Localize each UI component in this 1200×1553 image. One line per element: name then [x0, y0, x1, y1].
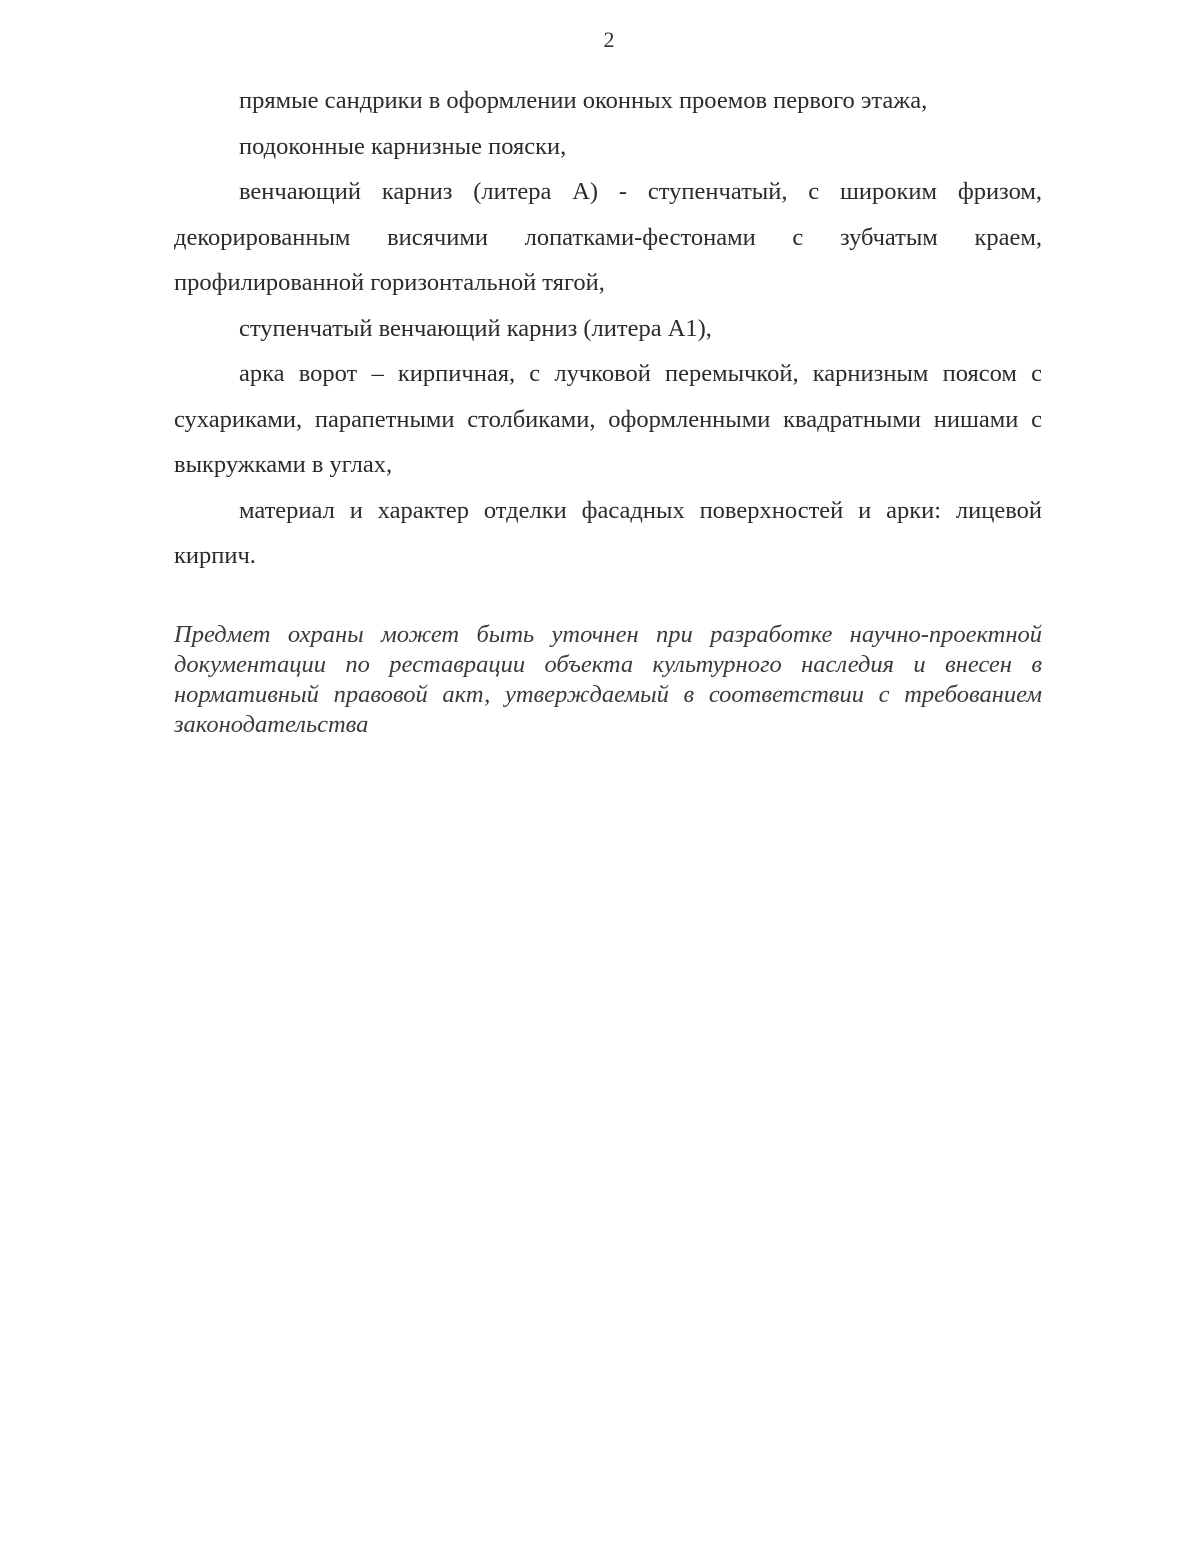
paragraph-window-cornice-belts: подоконные карнизные пояски, [239, 132, 567, 160]
paragraph-crowning-cornice-a1: ступенчатый венчающий карниз (литера А1), [239, 314, 712, 342]
paragraph-sandriki: прямые сандрики в оформлении оконных проемов первого этажа, [239, 87, 928, 114]
protection-subject-note: Предмет охраны может быть уточнен при разработке научно-проектной документации по реставрации объекта культурного наследия и внесен в нормативный правовой акт, утверждаемый в соответствии с требованием законодательства [174, 621, 1042, 738]
paragraph-gate-arch: арка ворот – кирпичная, с лучковой перемычкой, карнизным поясом с сухариками, парапетными столбиками, оформленными квадратными нишами с выкружками в углах, [174, 360, 1042, 478]
document-body [174, 78, 1042, 579]
page-number: 2 [603, 27, 615, 52]
paragraph-crowning-cornice-a: венчающий карниз (литера А) - ступенчатый, с широким фризом, декорированным висячими лопатками-фестонами с зубчатым краем, профилированной горизонтальной тягой, [174, 178, 1042, 296]
paragraph-facade-material: материал и характер отделки фасадных поверхностей и арки: лицевой кирпич. [174, 496, 1042, 569]
